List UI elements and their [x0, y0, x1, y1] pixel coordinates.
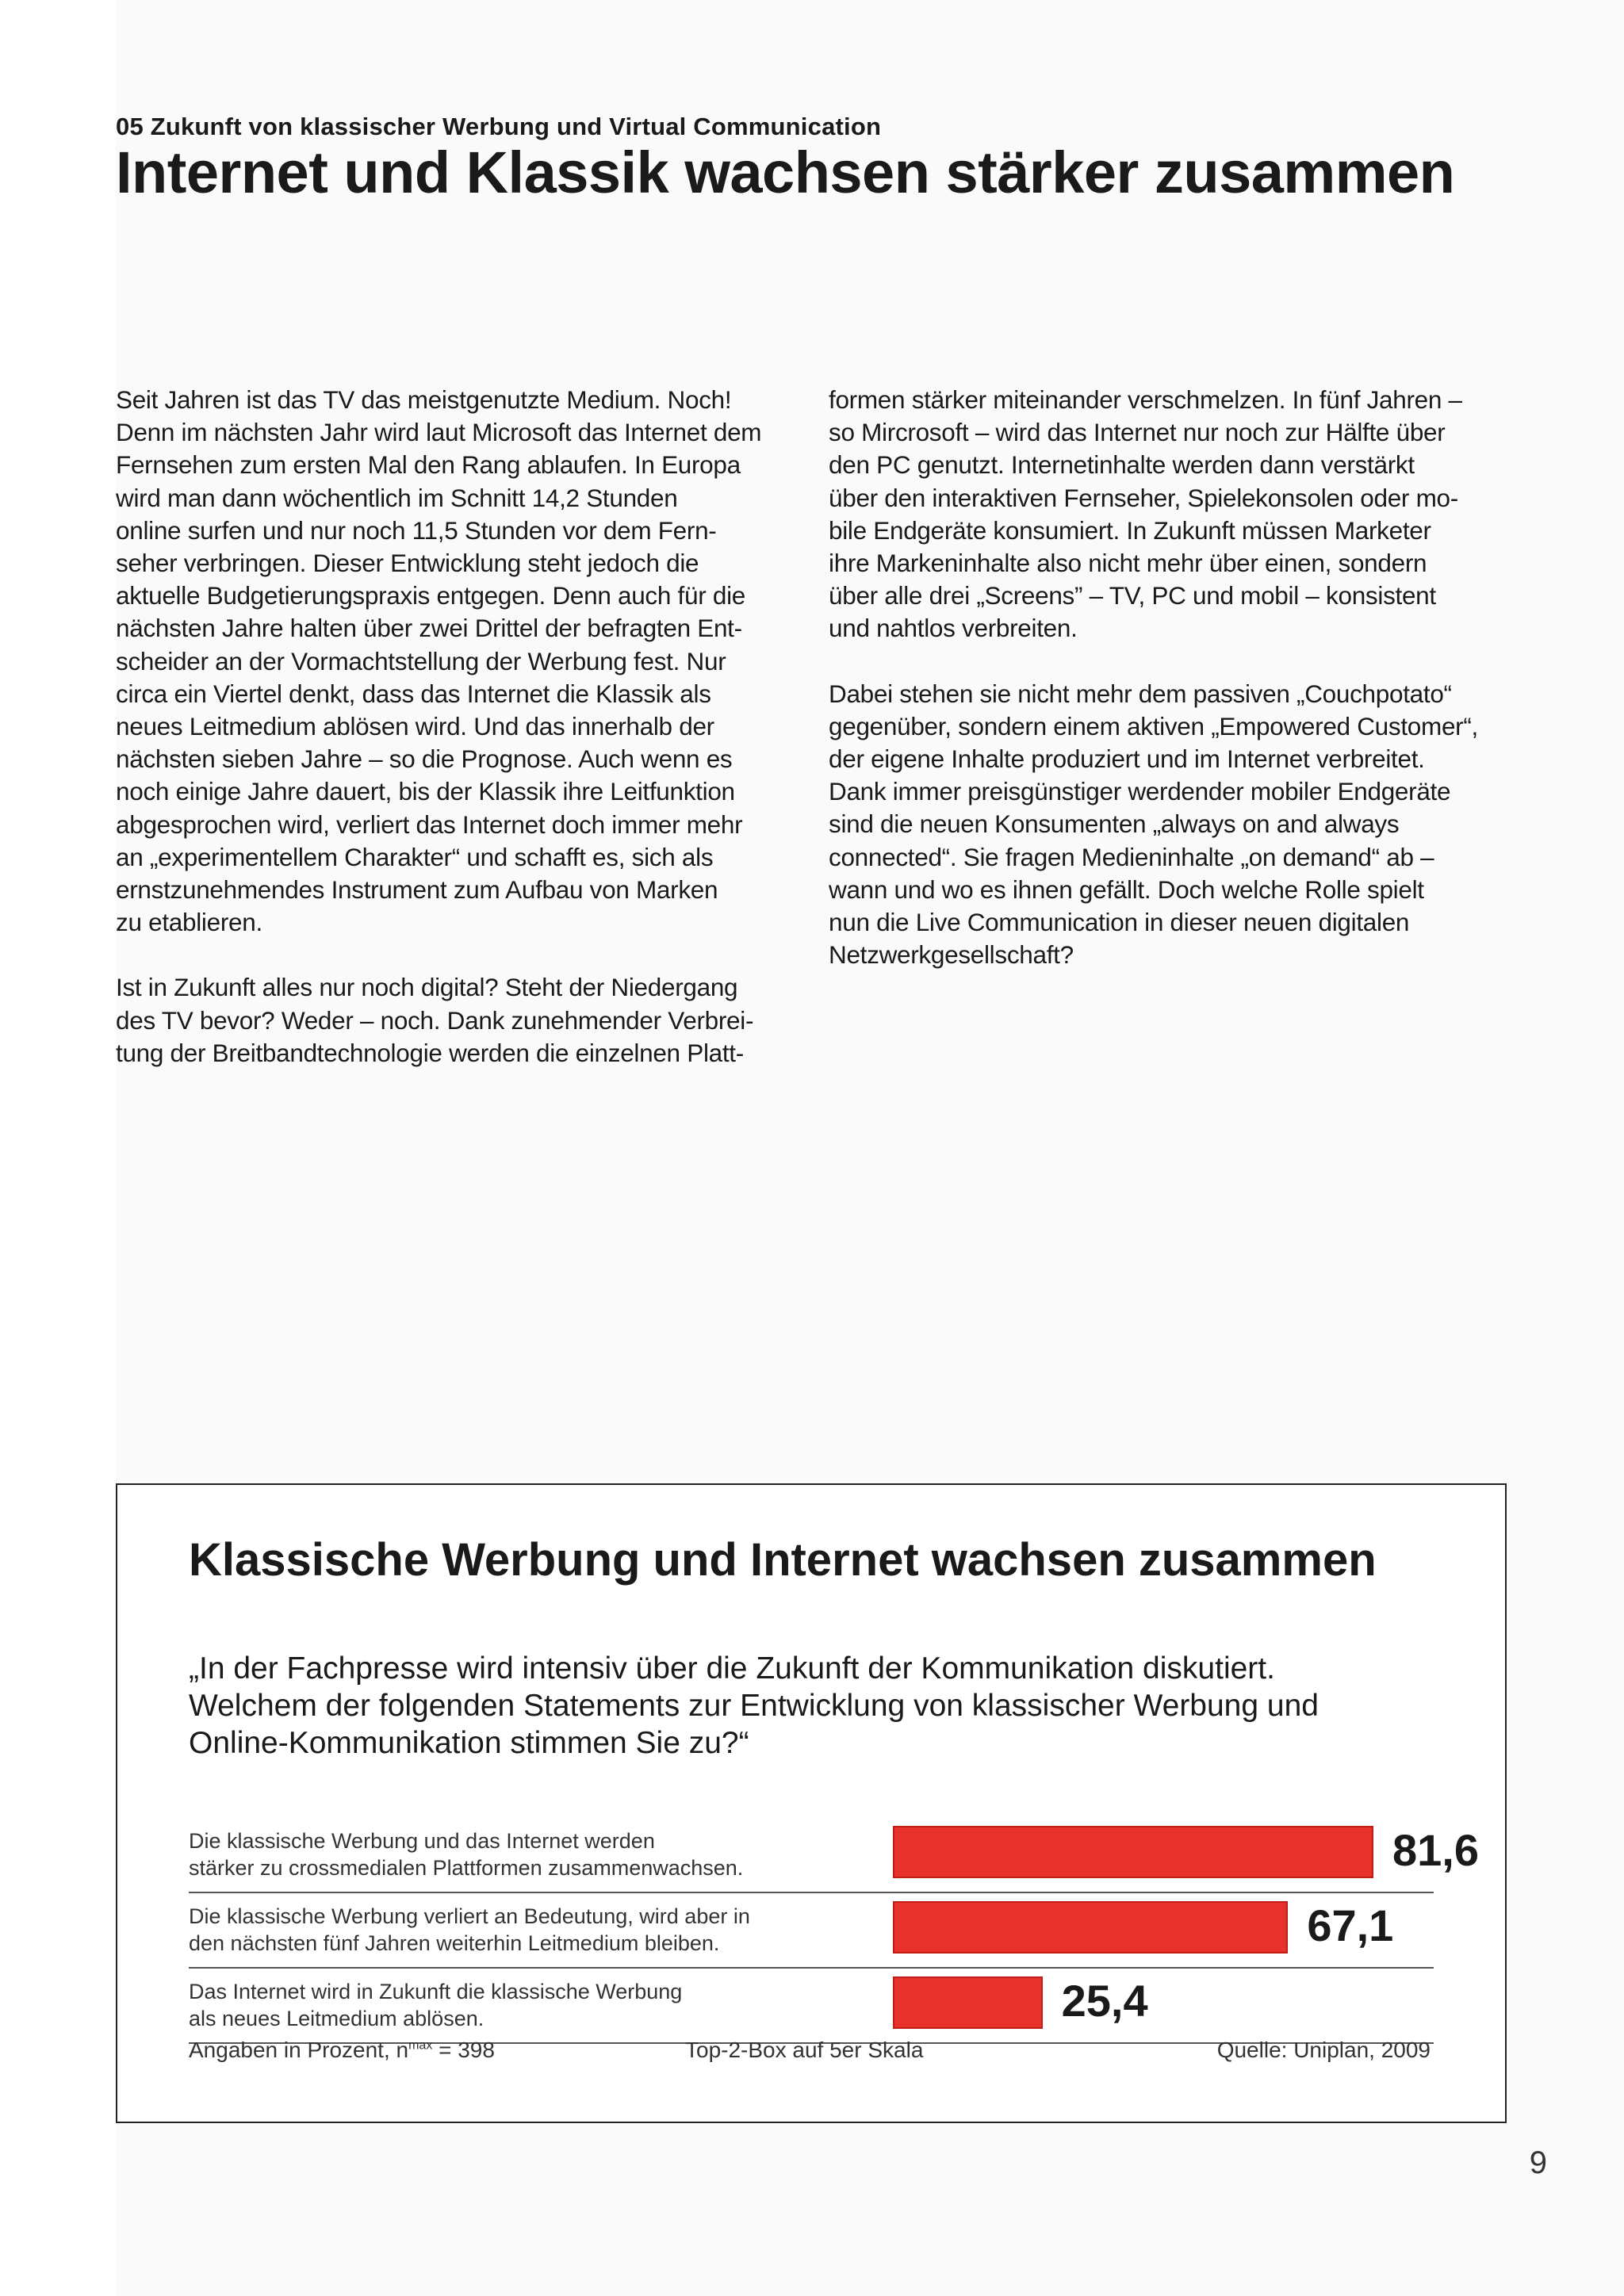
source-note: Quelle: Uniplan, 2009	[1216, 2038, 1431, 2062]
bar-value-label: 25,4	[1061, 1976, 1148, 2026]
chart-row	[189, 1969, 1434, 2044]
chart-title: Klassische Werbung und Internet wachsen zusammen	[189, 1534, 1377, 1586]
chart-infobox	[116, 1483, 1507, 2123]
bar-category-label: Die klassische Werbung und das Internet werden stärker zu crossmedialen Plattformen zusammenwachsen.	[189, 1829, 744, 1880]
bar-category-label: Das Internet wird in Zukunft die klassische Werbung als neues Leitmedium ablösen.	[189, 1980, 683, 2030]
sample-size-note: Angaben in Prozent, $n^{max} = 398$	[189, 2038, 495, 2062]
paragraph: Ist in Zukunft alles nur noch digital? Steht der Niedergang des TV bevor? Weder – noch. Dank zunehmender Verbrei- tung der Breitbandtechnologie werden die einzelnen Platt-	[116, 973, 754, 1067]
page-headline: Internet und Klassik wachsen stärker zusammen	[116, 140, 1455, 205]
chart-row	[189, 1893, 1434, 1969]
section-kicker: 05 Zukunft von klassischer Werbung und Virtual Communication	[116, 113, 882, 140]
paragraph: Seit Jahren ist das TV das meistgenutzte Medium. Noch! Denn im nächsten Jahr wird laut Microsoft das Internet dem Fernsehen zum ersten Mal den Rang ablaufen. In Europa wird man dann wöchentlich im Schnitt 14,2 Stunden online surfen und nur noch 11,5 Stunden vor dem Fern- seher verbringen. Dieser Entwicklung steht jedoch die aktuelle Budgetierungspraxis entgegen. Denn auch für die nächsten Jahre halten über zwei Drittel der befragten Ent- scheider an der Vormachtstellung der Werbung fest. Nur circa ein Viertel denkt, dass das Internet die Klassik als neues Leitmedium ablösen wird. Und das innerhalb der nächsten sieben Jahre – so die Prognose. Auch wenn es noch einige Jahre dauert, bis der Klassik ihre Leitfunktion abgesprochen wird, verliert das Internet doch immer mehr an „experimentellem Charakter“ und schafft es, sich als ernstzunehmendes Instrument zum Aufbau von Marken zu etablieren.	[116, 385, 762, 937]
bar	[893, 1976, 1043, 2029]
paragraph: Dabei stehen sie nicht mehr dem passiven „Couchpotato“ gegenüber, sondern einem aktiven „Empowered Customer“, der eigene Inhalte produziert und im Internet verbreitet. Dank immer preisgünstiger werdender mobiler Endgeräte sind die neuen Konsumenten „always on and always connected“. Sie fragen Medieninhalte „on demand“ ab – wann und wo es ihnen gefällt. Doch welche Rolle spielt nun die Live Communication in dieser neuen digitalen Netzwerkgesellschaft?	[829, 679, 1478, 970]
bar	[893, 1826, 1373, 1878]
paragraph: formen stärker miteinander verschmelzen. In fünf Jahren – so Mircrosoft – wird das Internet nur noch zur Hälfte über den PC genutzt. Internetinhalte werden dann verstärkt über den interaktiven Fernseher, Spielekonsolen oder mo- bile Endgeräte konsumiert. In Zukunft müssen Marketer ihre Markeninhalte also nicht mehr über einen, sondern über alle drei „Screens” – TV, PC und mobil – konsistent und nahtlos verbreiten.	[829, 385, 1462, 643]
text-column-right	[829, 384, 1519, 1004]
page-number: 9	[1529, 2145, 1547, 2180]
bar	[893, 1901, 1288, 1954]
text-column-left	[116, 384, 806, 1102]
survey-question: „In der Fachpresse wird intensiv über die Zukunft der Kommunikation diskutiert. Welchem der folgenden Statements zur Entwicklung von klassischer Werbung und Online-Kommunikation stimmen Sie zu?“	[189, 1651, 1319, 1760]
bar-value-label: 67,1	[1307, 1900, 1394, 1950]
bar-value-label: 81,6	[1392, 1825, 1479, 1875]
bar-category-label: Die klassische Werbung verliert an Bedeutung, wird aber in den nächsten fünf Jahren weiterhin Leitmedium bleiben.	[189, 1904, 750, 1955]
scale-note: Top-2-Box auf 5er Skala	[685, 2038, 924, 2062]
chart-row	[189, 1818, 1479, 1893]
